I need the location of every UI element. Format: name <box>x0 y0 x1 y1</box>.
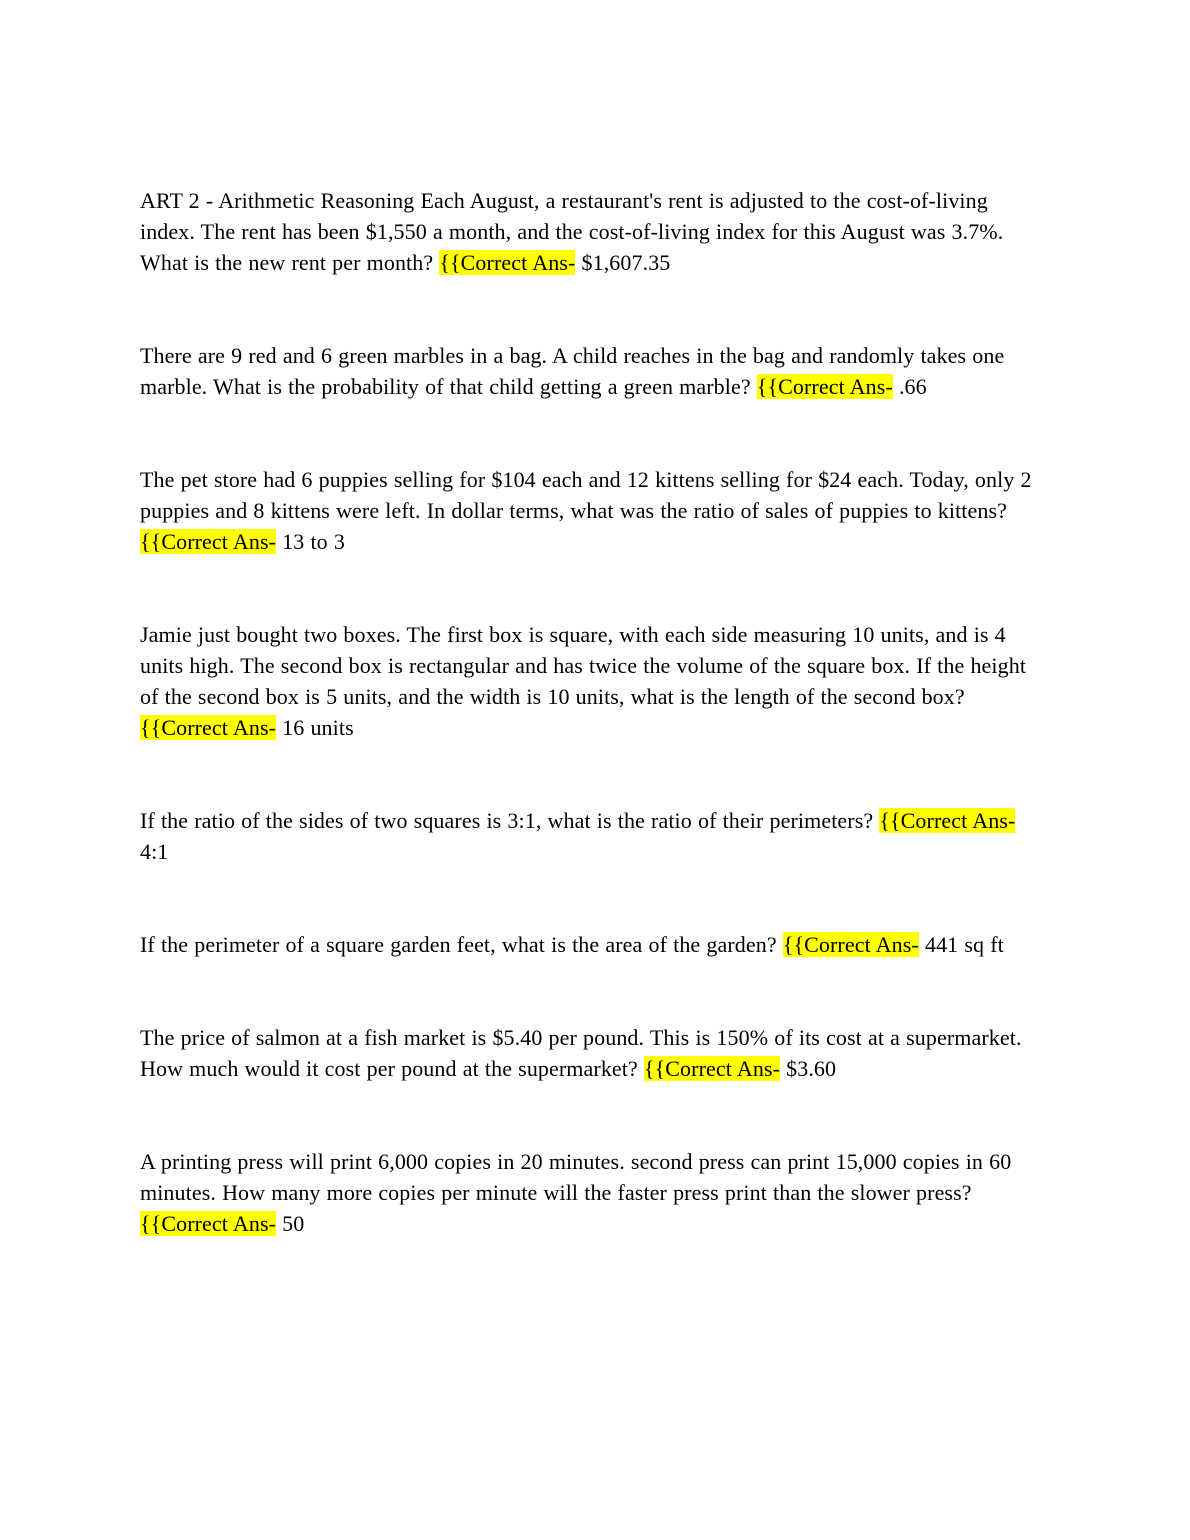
correct-ans-highlight: {{Correct Ans- <box>782 932 919 957</box>
correct-ans-highlight: {{Correct Ans- <box>643 1056 781 1081</box>
question-text: If the perimeter of a square garden feet, what is the area of the garden? <box>140 932 783 957</box>
question-paragraph <box>140 619 1045 743</box>
question-paragraph <box>140 929 1045 960</box>
question-text: The pet store had 6 puppies selling for $104 each and 12 kittens selling for $24 each. Today, only 2 puppies and 8 kittens were left. In dollar terms, what was the ratio of sales of puppies to kittens? <box>140 467 1032 523</box>
answer-text: $1,607.35 <box>575 250 671 275</box>
correct-ans-highlight: {{Correct Ans- <box>140 715 277 740</box>
question-paragraph <box>140 1022 1045 1084</box>
answer-text: 4:1 <box>140 839 169 864</box>
correct-ans-highlight: {{Correct Ans- <box>756 374 893 399</box>
question-paragraph <box>140 340 1045 402</box>
question-text: A printing press will print 6,000 copies in 20 minutes. second press can print 15,000 copies in 60 minutes. How many more copies per minute will the faster press print than the slower press? <box>140 1149 1012 1205</box>
question-text: ART 2 - Arithmetic Reasoning Each August, a restaurant's rent is adjusted to the cost-of-living index. The rent has been $1,550 a month, and the cost-of-living index for this August was 3.7%. What is the new rent per month? <box>140 188 1004 275</box>
question-paragraph <box>140 185 1045 278</box>
answer-text: 13 to 3 <box>276 529 345 554</box>
question-text: There are 9 red and 6 green marbles in a bag. A child reaches in the bag and randomly takes one marble. What is the probability of that child getting a green marble? <box>140 343 1005 399</box>
answer-text: 441 sq ft <box>918 932 1004 957</box>
answer-text: $3.60 <box>780 1056 837 1081</box>
answer-text: 16 units <box>276 715 354 740</box>
question-text: If the ratio of the sides of two squares is 3:1, what is the ratio of their perimeters? <box>140 808 880 833</box>
correct-ans-highlight: {{Correct Ans- <box>439 250 576 275</box>
correct-ans-highlight: {{Correct Ans- <box>140 529 277 554</box>
correct-ans-highlight: {{Correct Ans- <box>140 1211 277 1236</box>
question-text: The price of salmon at a fish market is $5.40 per pound. This is 150% of its cost at a supermarket. How much would it cost per pound at the supermarket? <box>140 1025 1022 1081</box>
answer-text: .66 <box>892 374 927 399</box>
question-text: Jamie just bought two boxes. The first box is square, with each side measuring 10 units, and is 4 units high. The second box is rectangular and has twice the volume of the square box. If the height of the second box is 5 units, and the width is 10 units, what is the length of the second box? <box>140 622 1027 709</box>
question-paragraph <box>140 805 1045 867</box>
question-paragraph <box>140 464 1045 557</box>
correct-ans-highlight: {{Correct Ans- <box>879 808 1016 833</box>
answer-text: 50 <box>276 1211 305 1236</box>
question-paragraph <box>140 1146 1045 1239</box>
